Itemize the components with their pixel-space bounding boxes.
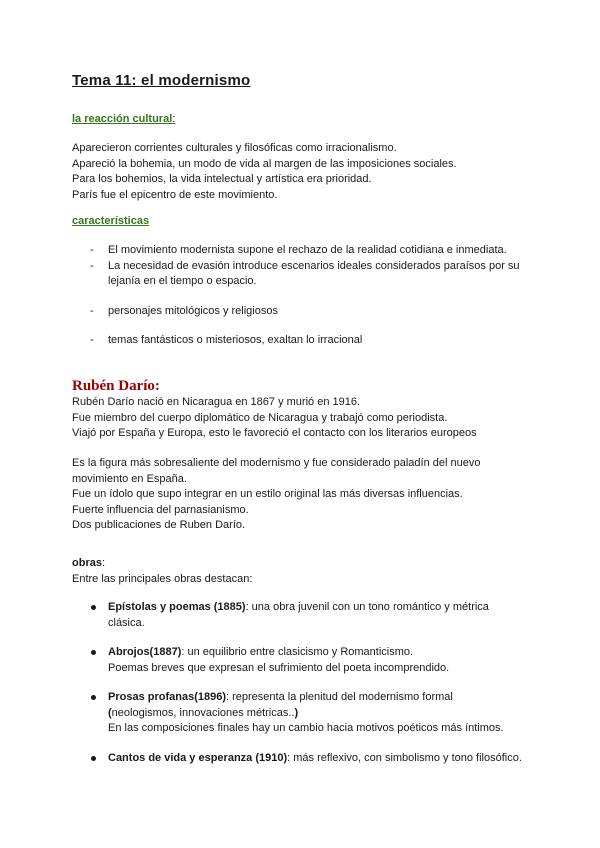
bullet-icon bbox=[91, 756, 96, 761]
section-heading-text: la reacción cultural bbox=[72, 113, 173, 125]
text-line: Para los bohemios, la vida intelectual y artística era prioridad. bbox=[72, 173, 372, 185]
section-heading-reaccion bbox=[72, 113, 175, 125]
dario-heading: Rubén Darío: bbox=[72, 378, 160, 394]
paren-open: ( bbox=[108, 706, 112, 719]
obra-line bbox=[108, 690, 542, 706]
dash-marker: - bbox=[90, 334, 94, 346]
list-item bbox=[72, 304, 542, 320]
section-heading-caracteristicas: características bbox=[72, 215, 150, 227]
text-line: Es la figura más sobresaliente del modernismo y fue considerado paladín del nuevo bbox=[72, 457, 481, 469]
caracteristicas-list bbox=[72, 243, 542, 349]
obra-description: : representa la plenitud del modernismo formal bbox=[226, 691, 453, 703]
heading-colon: : bbox=[172, 113, 176, 125]
list-item-text: El movimiento modernista supone el rechazo de la realidad cotidiana e inmediata. bbox=[108, 244, 507, 256]
obras-label-text: obras bbox=[72, 557, 102, 569]
obra-line bbox=[108, 751, 542, 767]
dash-marker: - bbox=[90, 304, 94, 317]
obra-line bbox=[108, 600, 542, 616]
obra-note: neologismos, innovaciones métricas.. bbox=[111, 706, 295, 719]
text-line: Viajó por España y Europa, esto le favoreció el contacto con los literarios europeos bbox=[72, 427, 477, 439]
list-item bbox=[72, 243, 542, 259]
obra-description: : más reflexivo, con simbolismo y tono filosófico. bbox=[287, 751, 522, 764]
list-item-text: temas fantásticos o misteriosos, exaltan lo irracional bbox=[108, 334, 363, 346]
dash-marker: - bbox=[90, 244, 94, 256]
list-item bbox=[72, 600, 542, 631]
obra-title: Epístolas y poemas (1885) bbox=[108, 601, 246, 613]
list-item-text: personajes mitológicos y religiosos bbox=[108, 304, 278, 317]
text-line: Fue un ídolo que supo integrar en un estilo original las más diversas influencias. bbox=[72, 488, 463, 500]
text-line: Rubén Darío nació en Nicaragua en 1867 y murió en 1916. bbox=[72, 396, 361, 408]
text-line: Dos publicaciones de Ruben Darío. bbox=[72, 519, 246, 531]
obra-title: Cantos de vida y esperanza (1910) bbox=[108, 751, 288, 764]
dash-marker: - bbox=[90, 259, 94, 272]
text-line: París fue el epicentro de este movimiento. bbox=[72, 188, 278, 201]
obra-line: Poemas breves que expresan el sufrimiento del poeta incomprendido. bbox=[108, 661, 450, 674]
list-item bbox=[72, 690, 542, 737]
text-line: Fuerte influencia del parnasianismo. bbox=[72, 503, 249, 516]
page-title: Tema 11: el modernismo bbox=[72, 72, 251, 89]
obra-line bbox=[108, 645, 542, 661]
obra-line: clásica. bbox=[108, 616, 145, 629]
paren-close: ) bbox=[294, 706, 299, 719]
bullet-icon bbox=[91, 605, 96, 610]
obras-list bbox=[72, 600, 542, 766]
reaccion-paragraph bbox=[72, 141, 532, 203]
list-item-text: La necesidad de evasión introduce escenarios ideales considerados paraísos por su bbox=[108, 259, 520, 272]
text-line: Apareció la bohemia, un modo de vida al margen de las imposiciones sociales. bbox=[72, 157, 457, 170]
obra-description: : un equilibrio entre clasicismo y Romanticismo. bbox=[181, 646, 414, 658]
dario-paragraph-1 bbox=[72, 395, 532, 442]
text-line: movimiento en España. bbox=[72, 472, 187, 485]
bullet-icon bbox=[91, 695, 96, 700]
text-line: Aparecieron corrientes culturales y filosóficas como irracionalismo. bbox=[72, 142, 397, 154]
dario-paragraph-2 bbox=[72, 456, 532, 534]
list-item bbox=[72, 259, 542, 290]
list-item bbox=[72, 751, 542, 767]
text-line: Fue miembro del cuerpo diplomático de Nicaragua y trabajó como periodista. bbox=[72, 411, 448, 424]
list-item bbox=[72, 645, 542, 676]
obras-heading bbox=[72, 557, 105, 569]
list-item-text: lejanía en el tiempo o espacio. bbox=[108, 275, 257, 287]
obra-line bbox=[108, 706, 542, 722]
bullet-icon bbox=[91, 650, 96, 655]
obra-description: : una obra juvenil con un tono romántico y métrica bbox=[245, 601, 489, 613]
obra-title: Abrojos(1887) bbox=[108, 646, 182, 658]
heading-colon: : bbox=[101, 557, 106, 569]
obra-line: En las composiciones finales hay un cambio hacia motivos poéticos más íntimos. bbox=[108, 722, 504, 734]
obras-intro: Entre las principales obras destacan: bbox=[72, 573, 253, 585]
list-item bbox=[72, 333, 542, 349]
obra-title: Prosas profanas(1896) bbox=[108, 691, 226, 703]
